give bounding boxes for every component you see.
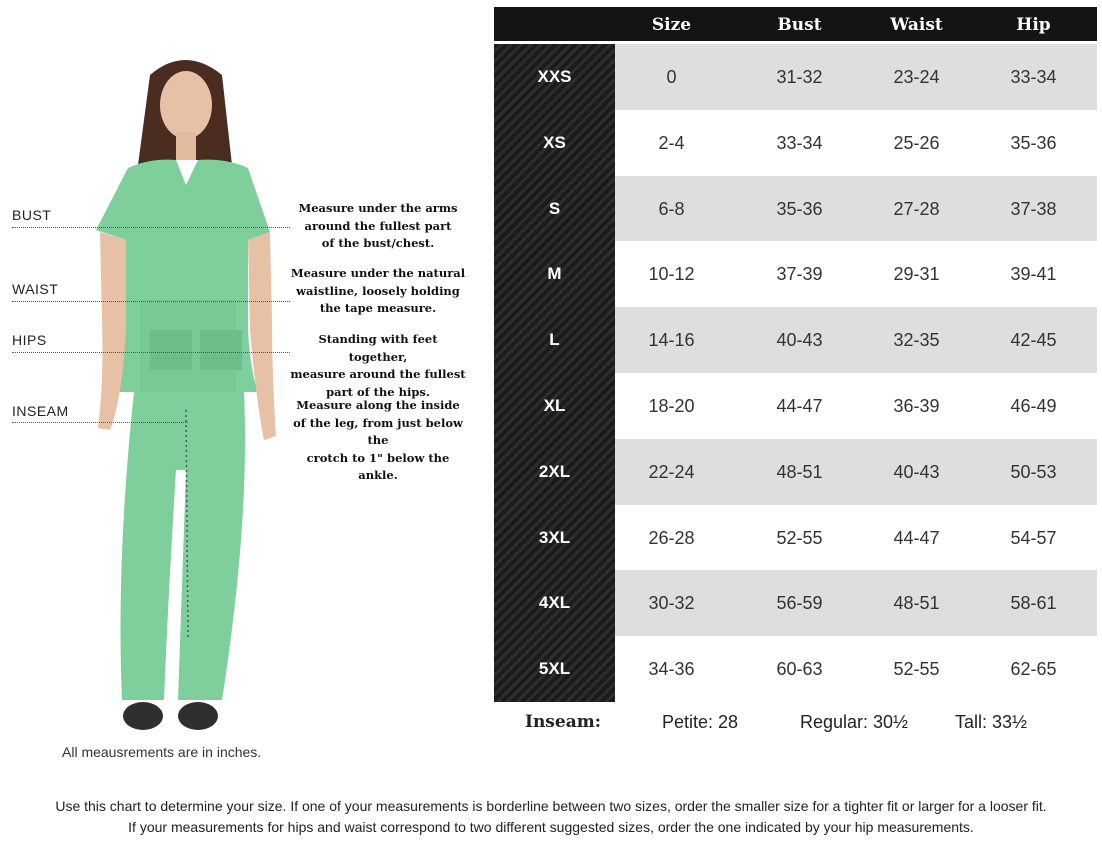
hip-cell: 46-49 [1010, 396, 1057, 416]
bust-cell: 60-63 [776, 659, 823, 680]
size-cell: 34-36 [648, 659, 695, 680]
size-label: S [548, 198, 561, 218]
size-label: 5XL [538, 659, 571, 679]
sizing-advice-line: Use this chart to determine your size. If one of your measurements is borderline between two sizes, order the smaller size for a tighter fit or larger for a looser fit. [55, 798, 1047, 814]
bust-note-line: Measure under the arms [298, 201, 458, 215]
bust-cell: 40-43 [776, 330, 823, 351]
table-row [494, 439, 1097, 505]
header-bust: Bust [777, 15, 822, 35]
table-row [494, 176, 1097, 242]
inseam-regular: Regular: 30½ [800, 712, 909, 732]
bust-note-line: of the bust/chest. [321, 236, 435, 250]
bust-cell: 56-59 [776, 593, 823, 614]
waist-cell: 25-26 [893, 132, 940, 153]
table-row [494, 241, 1097, 307]
size-label: XXS [537, 67, 572, 86]
waist-cell: 52-55 [893, 659, 940, 680]
size-label: XL [543, 396, 566, 415]
size-label: L [549, 330, 560, 350]
model-figure-panel [0, 0, 480, 770]
hips-note-line: Standing with feet together, [318, 332, 438, 364]
table-row [494, 373, 1097, 439]
waist-cell: 32-35 [893, 330, 940, 351]
header-size: Size [651, 15, 692, 35]
size-cell: 30-32 [648, 593, 695, 614]
waist-cell: 29-31 [893, 264, 940, 285]
size-label: 4XL [538, 593, 571, 613]
bust-instructions [288, 200, 468, 253]
table-row [494, 505, 1097, 571]
bust-guide-line [12, 227, 290, 228]
hips-note-line: part of the hips. [326, 384, 430, 399]
hips-guide-line [12, 352, 290, 353]
bust-cell: 37-39 [776, 264, 823, 285]
sizing-advice [0, 796, 1102, 838]
inseam-tall: Tall: 33½ [955, 712, 1028, 732]
header-hip: Hip [1016, 15, 1051, 35]
size-label: XS [543, 132, 566, 152]
waist-label: WAIST [12, 281, 59, 297]
bust-cell: 35-36 [776, 198, 823, 219]
inseam-guide-line [12, 422, 188, 423]
bust-label: BUST [12, 207, 52, 223]
size-table-header [494, 7, 1097, 41]
hip-cell: 33-34 [1010, 67, 1057, 87]
hip-cell: 42-45 [1010, 330, 1057, 351]
hip-cell: 37-38 [1010, 198, 1057, 219]
size-label: 2XL [538, 461, 571, 481]
bust-cell: 31-32 [776, 67, 823, 87]
table-row [494, 636, 1097, 702]
inseam-instructions [288, 397, 468, 485]
size-cell: 6-8 [658, 198, 685, 219]
hips-instructions [288, 331, 468, 401]
waist-guide-line [12, 301, 290, 302]
waist-cell: 48-51 [893, 593, 940, 614]
units-note: All meausrements are in inches. [62, 744, 262, 760]
waist-cell: 27-28 [893, 198, 940, 219]
sizing-advice-line: If your measurements for hips and waist correspond to two different suggested sizes, order the one indicated by your hip measurements. [128, 819, 974, 835]
hip-cell: 62-65 [1010, 659, 1057, 680]
size-cell: 22-24 [648, 461, 695, 482]
table-row [494, 44, 1097, 110]
hip-cell: 54-57 [1010, 527, 1057, 548]
hips-label: HIPS [12, 332, 47, 348]
size-cell: 14-16 [648, 330, 695, 351]
bust-cell: 48-51 [776, 461, 823, 482]
waist-instructions [288, 265, 468, 318]
inseam-label: INSEAM [12, 403, 69, 419]
inseam-note-line: of the leg, from just below the [293, 415, 463, 447]
inseam-row-label: Inseam: [525, 712, 601, 732]
inseam-note-line: Measure along the inside [296, 398, 460, 412]
bust-cell: 52-55 [776, 527, 823, 548]
waist-cell: 23-24 [893, 67, 940, 87]
bust-cell: 33-34 [776, 132, 823, 153]
size-label: M [547, 264, 562, 284]
waist-cell: 44-47 [893, 527, 940, 548]
hip-cell: 50-53 [1010, 461, 1057, 482]
inseam-note-line: crotch to 1" below the ankle. [306, 450, 450, 482]
table-row [494, 307, 1097, 373]
size-cell: 2-4 [658, 132, 685, 153]
hip-cell: 58-61 [1010, 593, 1057, 614]
table-row [494, 110, 1097, 176]
waist-note-line: waistline, loosely holding [296, 283, 460, 298]
size-cell: 0 [666, 67, 677, 87]
size-cell: 26-28 [648, 527, 695, 548]
bust-cell: 44-47 [776, 396, 823, 416]
inseam-petite: Petite: 28 [662, 712, 739, 732]
waist-cell: 40-43 [893, 461, 940, 482]
header-waist: Waist [890, 15, 943, 35]
size-label: 3XL [538, 527, 571, 547]
hip-cell: 39-41 [1010, 264, 1057, 285]
bust-note-line: around the fullest part [304, 218, 452, 233]
waist-cell: 36-39 [893, 396, 940, 416]
size-cell: 10-12 [648, 264, 695, 285]
size-cell: 18-20 [648, 396, 695, 416]
waist-note-line: Measure under the natural [290, 266, 466, 280]
hips-note-line: measure around the fullest [290, 367, 466, 381]
hip-cell: 35-36 [1010, 132, 1057, 153]
waist-note-line: the tape measure. [319, 301, 437, 315]
table-row [494, 570, 1097, 636]
